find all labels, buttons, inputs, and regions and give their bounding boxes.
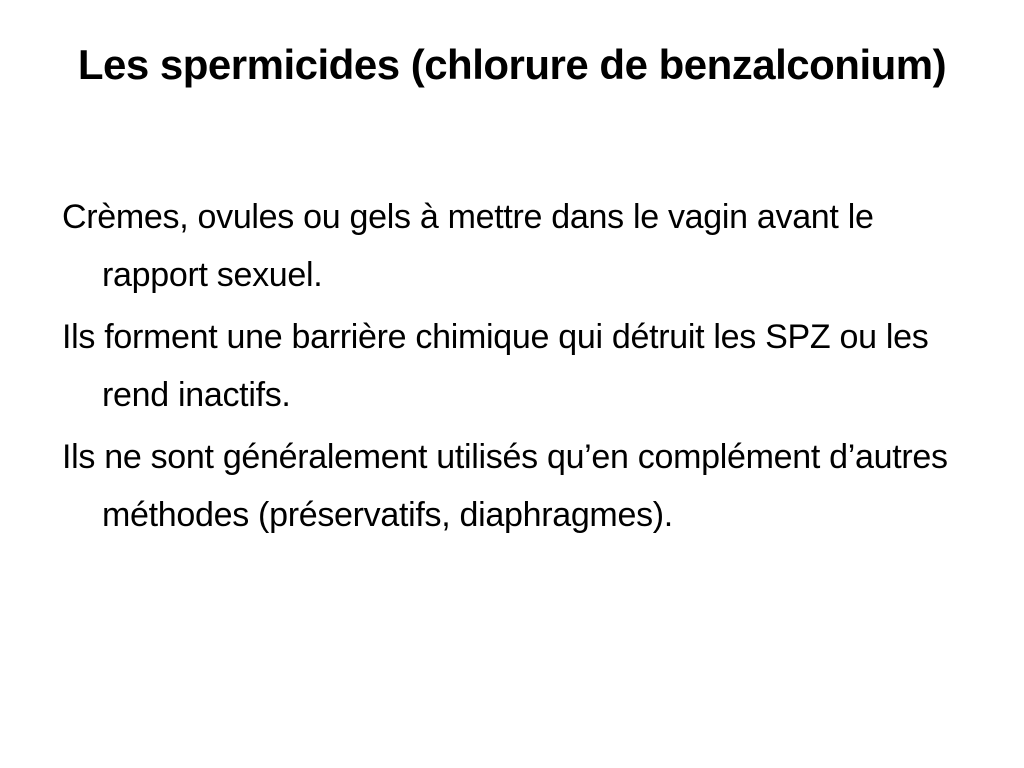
body-paragraph-1: Crèmes, ovules ou gels à mettre dans le vagin avant le rapport sexuel. [62, 198, 874, 294]
body-paragraph-2: Ils forment une barrière chimique qui détruit les SPZ ou les rend inactifs. [62, 318, 929, 414]
body-paragraph-3: Ils ne sont généralement utilisés qu’en complément d’autres méthodes (préservatifs, diaphragmes). [62, 438, 948, 534]
slide-body [62, 188, 962, 548]
slide-title: Les spermicides (chlorure de benzalconium) [77, 41, 947, 88]
